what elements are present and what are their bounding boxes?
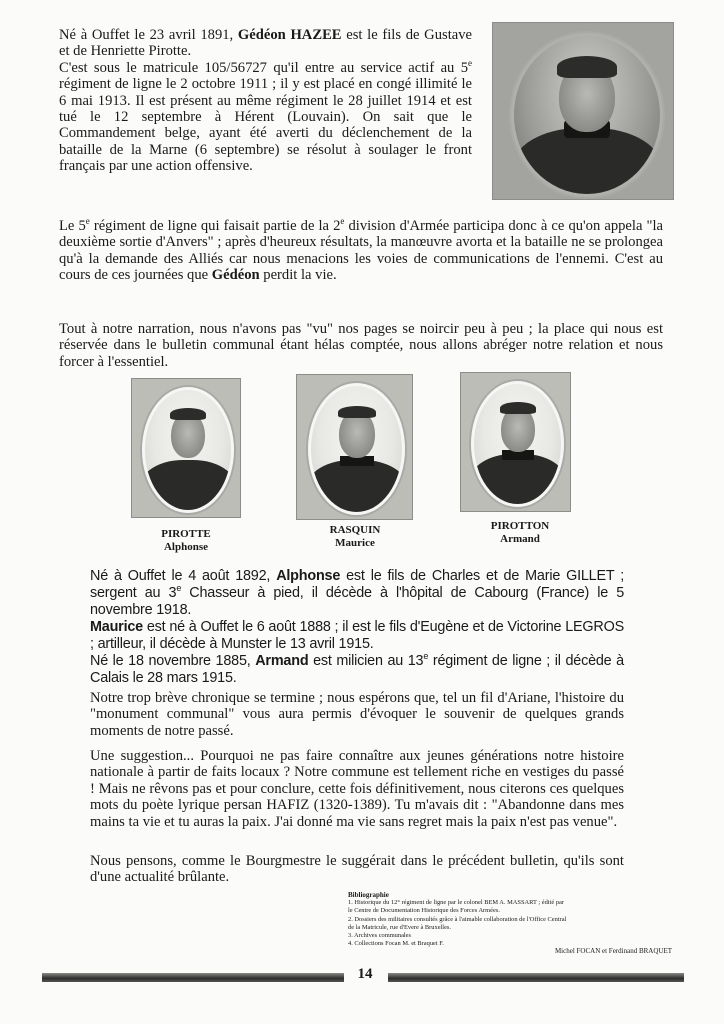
portrait-pirotton-armand bbox=[460, 372, 571, 512]
authors: Michel FOCAN et Ferdinand BRAQUET bbox=[554, 947, 672, 955]
conclusion-paragraph-2: Une suggestion... Pourquoi ne pas faire connaître aux jeunes générations notre histoire nationale à partir de faits locaux ? Notre commune est tellement riche en vestiges du passé ! Mais ne rêvons pas et pour conclure, cette fois définitivement, nous citerons ces quelques mots du poète lyrique persan HAFIZ (1320-1389). Tu m'avais dit : "Abandonne dans mes mains ta vie et tu auras la paix. J'ai donné ma vie sans regret mais la paix n'est pas venue". bbox=[90, 748, 624, 830]
portrait-oval bbox=[511, 33, 663, 197]
bio-1c: Chasseur à pied, il décède à l'hôpital de Cabourg (France) le 5 novembre 1918. bbox=[90, 585, 624, 618]
superscript: e bbox=[340, 216, 345, 227]
caption-firstname: Armand bbox=[500, 533, 540, 545]
bio-3b: est milicien au 13 bbox=[308, 653, 424, 669]
footer-rule-left bbox=[42, 973, 344, 982]
caption-pirotte bbox=[141, 528, 231, 554]
bibliography-line: 4. Collections Focan M. et Braquet F. bbox=[348, 940, 444, 948]
bio-1b: est le fils de Charles et de Marie GILLET ; sergent au 3 bbox=[90, 568, 624, 601]
hair bbox=[557, 56, 617, 78]
caption-surname: PIROTTE bbox=[161, 528, 211, 540]
subject-name: Armand bbox=[255, 653, 309, 669]
caption-surname: PIROTTON bbox=[490, 520, 550, 532]
p2-end: perdit la vie. bbox=[259, 267, 337, 284]
bio-1a: Né à Ouffet le 4 août 1892, bbox=[90, 568, 277, 584]
regiment-paragraph bbox=[59, 218, 663, 284]
bibliography-line: 1. Historique du 12° régiment de ligne par le colonel BEM A. MASSART ; édité par bbox=[348, 899, 564, 907]
intro-service-a: C'est sous le matricule 105/56727 qu'il entre au service actif au 5 bbox=[59, 59, 468, 76]
conclusion-paragraph-3: Nous pensons, comme le Bourgmestre le suggérait dans le précédent bulletin, qu'ils sont d'une actualité brûlante. bbox=[90, 853, 624, 886]
bios-paragraph bbox=[90, 568, 624, 687]
uniform bbox=[142, 460, 234, 513]
superscript: e bbox=[423, 651, 429, 662]
portrait-pirotte-alphonse bbox=[131, 378, 241, 518]
intro-parents: est le fils de Gustave et de Henriette Pirotte. bbox=[59, 27, 473, 60]
bibliography-line: de la Matricule, rue d'Evere à Bruxelles. bbox=[348, 923, 452, 931]
intro-birth: Né à Ouffet le 23 avril 1891, bbox=[59, 27, 238, 43]
superscript: e bbox=[468, 57, 472, 68]
portrait-rasquin-maurice bbox=[296, 374, 413, 520]
narration-paragraph: Tout à notre narration, nous n'avons pas "vu" nos pages se noircir peu à peu ; la place qui nous est réservée dans le bulletin communal étant hélas comptée, nous allons abréger notre relation et nous forcer à l'essentiel. bbox=[59, 321, 663, 370]
caption-surname: RASQUIN bbox=[329, 524, 381, 536]
bibliography-line: 2. Dossiers des militaires consultés grâce à l'aimable collaboration de l'Office Central bbox=[348, 915, 567, 923]
bio-2b: est né à Ouffet le 6 août 1888 ; il est le fils d'Eugène et de Victorine LEGROS ; artilleur, il décède à Munster le 13 avril 1915. bbox=[90, 619, 624, 652]
caption-rasquin bbox=[309, 524, 401, 550]
hair bbox=[170, 408, 206, 420]
uniform bbox=[471, 454, 564, 507]
uniform bbox=[308, 460, 405, 515]
portrait-oval bbox=[471, 381, 564, 507]
uniform bbox=[512, 128, 662, 197]
superscript: e bbox=[85, 216, 90, 227]
caption-firstname: Maurice bbox=[335, 537, 375, 549]
superscript: e bbox=[176, 583, 182, 594]
subject-name: Maurice bbox=[90, 619, 143, 635]
bibliography bbox=[348, 891, 678, 948]
portrait-oval bbox=[308, 383, 405, 515]
bio-3a: Né le 18 novembre 1885, bbox=[90, 653, 256, 669]
bibliography-line: le Centre de Documentation Historique des Forces Armées. bbox=[348, 907, 500, 915]
p2-text-a: Le 5 bbox=[59, 218, 86, 234]
portrait-gedeon-hazee bbox=[492, 22, 674, 200]
intro-paragraph bbox=[59, 27, 472, 175]
conclusion-paragraph-1: Notre trop brève chronique se termine ; nous espérons que, tel un fil d'Ariane, l'histoire du "monument communal" vous aura permis d'évoquer le souvenir de quelques grands moments de notre passé. bbox=[90, 690, 624, 739]
bibliography-line: 3. Archives communales bbox=[348, 932, 412, 940]
subject-name: Alphonse bbox=[276, 568, 341, 584]
subject-name: Gédéon bbox=[211, 267, 260, 284]
page-number: 14 bbox=[357, 966, 373, 982]
subject-name: Gédéon HAZEE bbox=[237, 27, 342, 43]
portrait-oval bbox=[142, 387, 234, 513]
p2-text-b: régiment de ligne qui faisait partie de la 2 bbox=[89, 218, 341, 234]
bibliography-title: Bibliographie bbox=[348, 891, 389, 899]
intro-service-b: régiment de ligne le 2 octobre 1911 ; il y est placé en congé illimité le 6 mai 1913. Il est présent au même régiment le 28 juillet 1914 et est tué le 12 septembre à Hérent (Louvain). On sait que le Commandement belge, ayant été averti du déclenchement de la bataille de la Marne (6 septembre) se résolut à soulager le front français par une action offensive. bbox=[59, 76, 472, 175]
caption-pirotton bbox=[472, 520, 568, 546]
bio-3c: régiment de ligne ; il décède à Calais le 28 mars 1915. bbox=[90, 653, 624, 686]
footer-rule-right bbox=[388, 973, 684, 982]
hair bbox=[338, 406, 376, 418]
caption-firstname: Alphonse bbox=[163, 541, 209, 553]
hair bbox=[500, 402, 536, 414]
p2-text-c: division d'Armée participa donc à ce qu'on appela "la deuxième sortie d'Anvers" ; après d'heureux résultats, la manœuvre avorta et la bataille ne se prolongea qu'à la demande des Alliés car nous menacions les voies de communications de l'ennemi. C'est au cours de ces journées que bbox=[59, 218, 663, 284]
